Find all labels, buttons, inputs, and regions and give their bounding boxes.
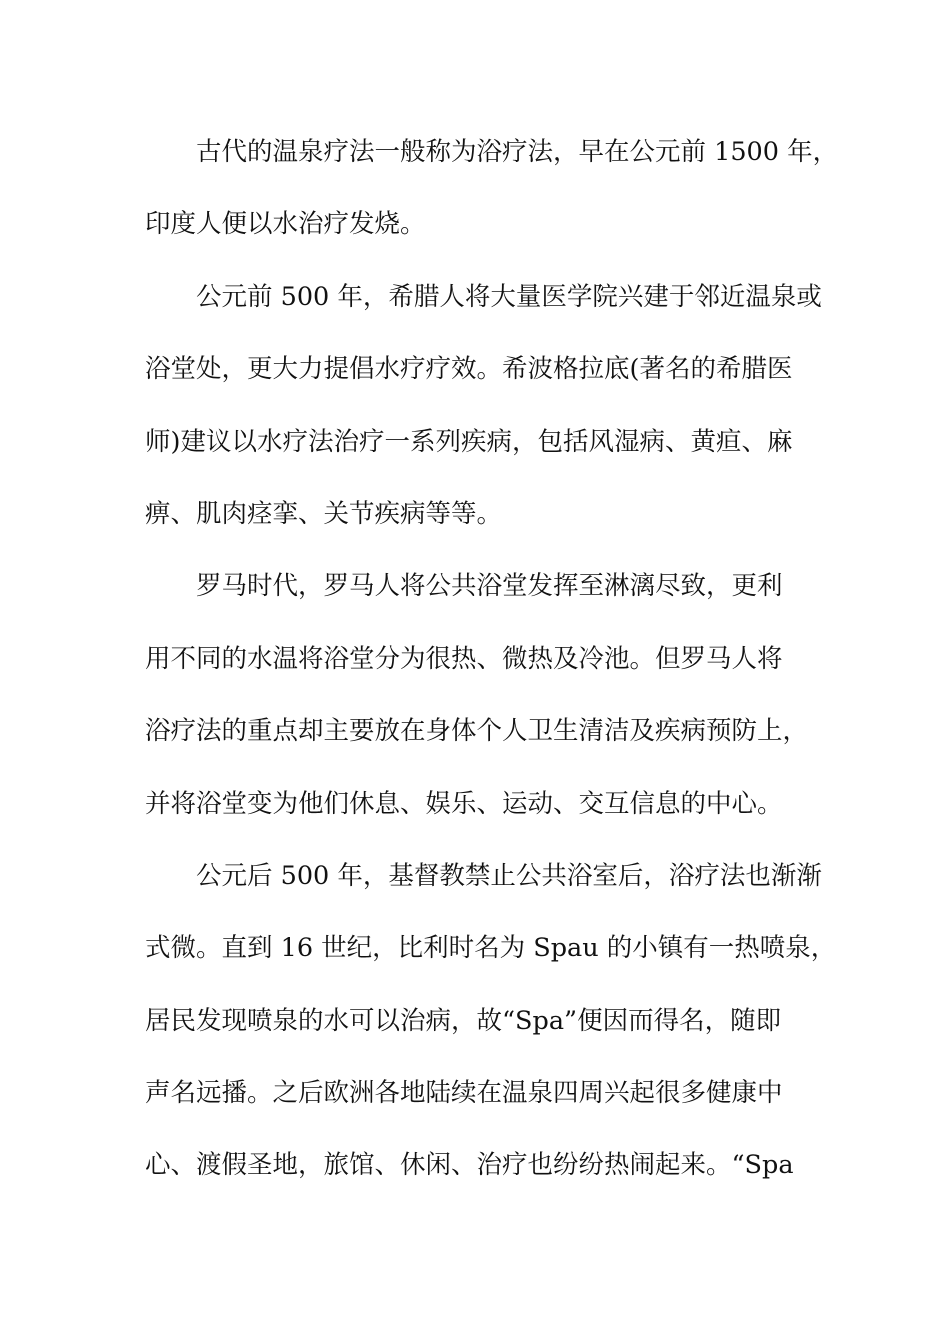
- document-body: [145, 126, 839, 1212]
- text-line: 罗马时代，罗马人将公共浴堂发挥至淋漓尽致，更利: [196, 571, 783, 602]
- text-line: 居民发现喷泉的水可以治病，故“Spa”便因而得名，随即: [145, 1005, 782, 1036]
- text-line: 浴堂处，更大力提倡水疗疗效。希波格拉底(著名的希腊医: [145, 354, 793, 385]
- text-line: 浴疗法的重点却主要放在身体个人卫生清洁及疾病预防上，: [145, 716, 809, 747]
- text-line: 公元前 500 年，希腊人将大量医学院兴建于邻近温泉或: [196, 281, 822, 312]
- text-line: 并将浴堂变为他们休息、娱乐、运动、交互信息的中心。: [145, 788, 783, 819]
- text-line: 用不同的水温将浴堂分为很热、微热及冷池。但罗马人将: [145, 643, 783, 674]
- text-line: 师)建议以水疗法治疗一系列疾病，包括风湿病、黄疸、麻: [145, 426, 793, 457]
- text-line: 印度人便以水治疗发烧。: [145, 209, 426, 240]
- text-line: 式微。直到 16 世纪，比利时名为 Spau 的小镇有一热喷泉，: [145, 933, 837, 964]
- text-line: 公元后 500 年，基督教禁止公共浴室后，浴疗法也渐渐: [196, 860, 822, 891]
- text-line: 心、渡假圣地，旅馆、休闲、治疗也纷纷热闹起来。“Spa: [145, 1150, 794, 1181]
- text-line: 古代的温泉疗法一般称为浴疗法，早在公元前 1500 年，: [196, 137, 839, 167]
- text-line: 痹、肌肉痉挛、关节疾病等等。: [145, 498, 503, 529]
- text-line: 声名远播。之后欧洲各地陆续在温泉四周兴起很多健康中: [145, 1078, 783, 1109]
